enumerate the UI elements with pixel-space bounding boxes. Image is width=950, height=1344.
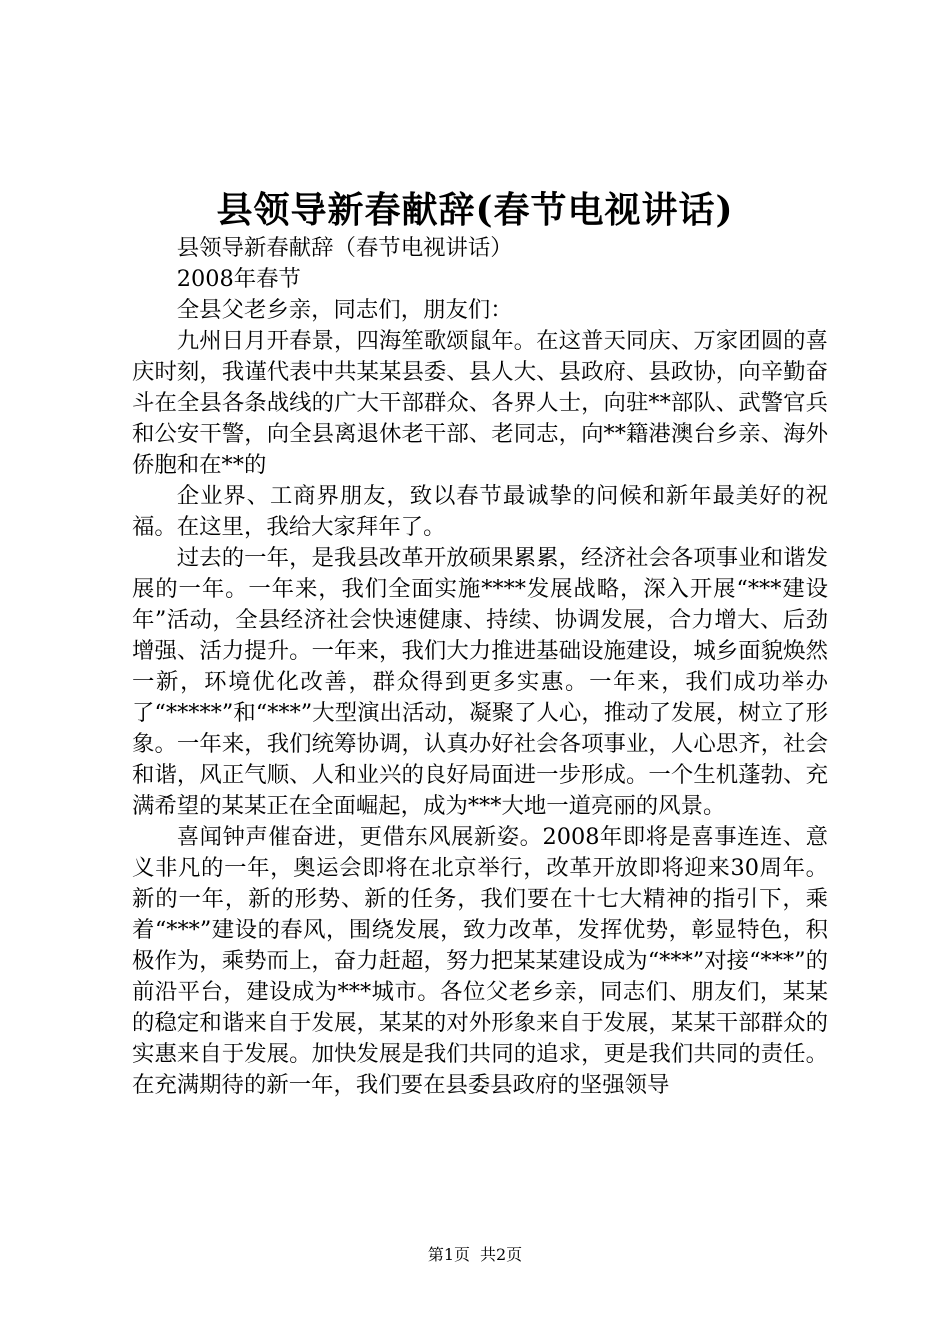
paragraph-subtitle: 县领导新春献辞（春节电视讲话） bbox=[176, 235, 513, 261]
paragraph: 九州日月开春景，四海笙歌颂鼠年。在这普天同庆、万家团圆的喜庆时刻，我谨代表中共某某县委、县人大、县政府、县政协，向辛勤奋斗在全县各条战线的广大干部群众、各界人士，向驻**部队、武警官兵和公安干警，向全县离退休老干部、老同志，向**籍港澳台乡亲、海外侨胞和在**的 bbox=[132, 328, 828, 478]
page-footer bbox=[0, 1244, 950, 1266]
paragraph-salutation: 全县父老乡亲，同志们，朋友们： bbox=[176, 297, 513, 323]
page-total: 共2页 bbox=[480, 1245, 523, 1264]
document-body bbox=[132, 233, 828, 1101]
paragraph: 过去的一年，是我县改革开放硕果累累，经济社会各项事业和谐发展的一年。一年来，我们全面实施****发展战略，深入开展“***建设年”活动，全县经济社会快速健康、持续、协调发展，合力增大、后劲增强、活力提升。一年来，我们大力推进基础设施建设，城乡面貌焕然一新，环境优化改善，群众得到更多实惠。一年来，我们成功举办了“*****”和“***”大型演出活动，凝聚了人心，推动了发展，树立了形象。一年来，我们统筹协调，认真办好社会各项事业，人心思齐，社会和谐，风正气顺、人和业兴的良好局面进一步形成。一个生机蓬勃、充满希望的某某正在全面崛起，成为***大地一道亮丽的风景。 bbox=[132, 545, 828, 819]
document-title: 县领导新春献辞(春节电视讲话) bbox=[216, 189, 734, 231]
paragraph-date: 2008年春节 bbox=[176, 266, 301, 292]
paragraph: 喜闻钟声催奋进，更借东风展新姿。2008年即将是喜事连连、意义非凡的一年，奥运会即将在北京举行，改革开放即将迎来30周年。新的一年，新的形势、新的任务，我们要在十七大精神的指引下，乘着“***”建设的春风，围绕发展，致力改革，发挥优势，彰显特色，积极作为，乘势而上，奋力赶超，努力把某某建设成为“***”对接“***”的前沿平台，建设成为***城市。各位父老乡亲，同志们、朋友们，某某的稳定和谐来自于发展，某某的对外形象来自于发展，某某干部群众的实惠来自于发展。加快发展是我们共同的追求，更是我们共同的责任。在充满期待的新一年，我们要在县委县政府的坚强领导 bbox=[132, 824, 828, 1098]
page-number: 第1页 bbox=[427, 1245, 470, 1264]
paragraph: 企业界、工商界朋友，致以春节最诚挚的问候和新年最美好的祝福。在这里，我给大家拜年了。 bbox=[132, 483, 828, 540]
